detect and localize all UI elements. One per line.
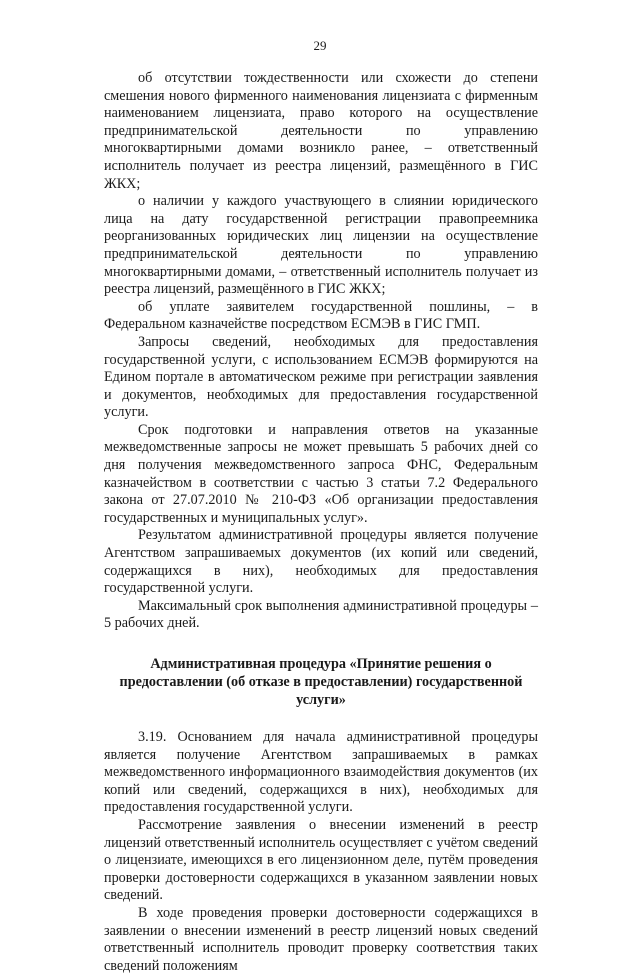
paragraph-proverka: В ходе проведения проверки достоверности содержащихся в заявлении о внесении изменений в реестр лицензий новых сведений ответственный исполнитель проводит проверку соответствия таких сведений положениям — [104, 904, 538, 974]
paragraph-3-19: 3.19. Основанием для начала административной процедуры является получение Агентством запрашиваемых в рамках межведомственного информационного взаимодействия документов (их копий или сведений, содержащихся в них), необходимых для предоставления государственной услуги. — [104, 729, 538, 816]
paragraph-zaprosy-svedenii: Запросы сведений, необходимых для предоставления государственной услуги, с использованием ЕСМЭВ формируются на Едином портале в автоматическом режиме при регистрации заявления и документов, необходимых для предоставления государственной услуги. — [104, 333, 538, 421]
section-heading: Административная процедура «Принятие решения о предоставлении (об отказе в предоставлении) государственной услуги» — [119, 656, 523, 708]
page-body — [104, 70, 538, 975]
page-number: 29 — [313, 38, 327, 53]
paragraph-srok-otvetov: Срок подготовки и направления ответов на указанные межведомственные запросы не может превышать 5 рабочих дней со дня получения межведомственного запроса ФНС, Федеральным казначейством в соответствии с частью 3 статьи 7.2 Федерального закона от 27.07.2010 № 210-ФЗ «Об организации предоставления государственных и муниципальных услуг». — [104, 421, 538, 526]
paragraph-tozhdestvennost: об отсутствии тождественности или схожести до степени смешения нового фирменного наименования лицензиата с фирменным наименованием лицензиата, право которого на осуществление предпринимательской деятельности по управлению многоквартирными домами возникло ранее, – ответственный исполнитель получает из реестра лицензий, размещённого в ГИС ЖКХ; — [104, 70, 538, 192]
paragraph-maksimalnyi-srok: Максимальный срок выполнения административной процедуры – 5 рабочих дней. — [104, 597, 538, 632]
paragraph-poshlina: об уплате заявителем государственной пошлины, – в Федеральном казначействе посредством ЕСМЭВ в ГИС ГМП. — [104, 298, 538, 333]
paragraph-sliyanie: о наличии у каждого участвующего в слиянии юридического лица на дату государственной регистрации правопреемника реорганизованных юридических лиц лицензии на осуществление предпринимательской деятельности по управлению многоквартирными домами, – ответственный исполнитель получает из реестра лицензий, размещённого в ГИС ЖКХ; — [104, 193, 538, 298]
paragraph-rezultat: Результатом административной процедуры является получение Агентством запрашиваемых документов (их копий или сведений, содержащихся в них), необходимых для предоставления государственной услуги. — [104, 527, 538, 597]
paragraph-rassmotrenie: Рассмотрение заявления о внесении изменений в реестр лицензий ответственный исполнитель осуществляет с учётом сведений о лицензиате, имеющихся в его лицензионном деле, путём проведения проверки достоверности содержащихся в указанном заявлении новых сведений. — [104, 816, 538, 904]
